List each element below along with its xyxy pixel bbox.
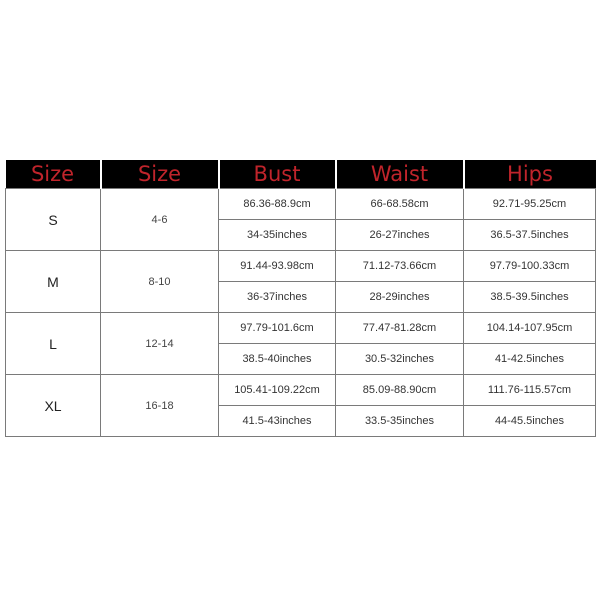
table-row-s-cm (6, 189, 596, 220)
waist-cm-cell: 71.12-73.66cm (336, 251, 464, 282)
header-size: Size (6, 160, 101, 189)
size-number-cell: 12-14 (101, 313, 219, 375)
size-letter-cell: S (6, 189, 101, 251)
header-size-number: Size (101, 160, 219, 189)
header-bust: Bust (219, 160, 336, 189)
size-chart-body (6, 189, 596, 437)
header-row (6, 160, 596, 189)
bust-inches-cell: 38.5-40inches (219, 344, 336, 375)
table-row-l-cm (6, 313, 596, 344)
bust-cm-cell: 105.41-109.22cm (219, 375, 336, 406)
hips-cm-cell: 104.14-107.95cm (464, 313, 596, 344)
hips-cm-cell: 97.79-100.33cm (464, 251, 596, 282)
header-hips: Hips (464, 160, 596, 189)
size-letter-cell: L (6, 313, 101, 375)
hips-inches-cell: 41-42.5inches (464, 344, 596, 375)
table-row-xl-cm (6, 375, 596, 406)
table-row-m-cm (6, 251, 596, 282)
waist-inches-cell: 33.5-35inches (336, 406, 464, 437)
size-chart-table (5, 160, 596, 437)
header-waist: Waist (336, 160, 464, 189)
bust-cm-cell: 91.44-93.98cm (219, 251, 336, 282)
hips-inches-cell: 36.5-37.5inches (464, 220, 596, 251)
bust-cm-cell: 86.36-88.9cm (219, 189, 336, 220)
size-number-cell: 8-10 (101, 251, 219, 313)
bust-cm-cell: 97.79-101.6cm (219, 313, 336, 344)
bust-inches-cell: 34-35inches (219, 220, 336, 251)
waist-cm-cell: 85.09-88.90cm (336, 375, 464, 406)
size-number-cell: 4-6 (101, 189, 219, 251)
hips-cm-cell: 111.76-115.57cm (464, 375, 596, 406)
hips-inches-cell: 44-45.5inches (464, 406, 596, 437)
size-number-cell: 16-18 (101, 375, 219, 437)
size-chart-header (6, 160, 596, 189)
waist-inches-cell: 28-29inches (336, 282, 464, 313)
waist-inches-cell: 30.5-32inches (336, 344, 464, 375)
size-chart-container (5, 160, 595, 437)
size-letter-cell: XL (6, 375, 101, 437)
waist-inches-cell: 26-27inches (336, 220, 464, 251)
bust-inches-cell: 41.5-43inches (219, 406, 336, 437)
waist-cm-cell: 77.47-81.28cm (336, 313, 464, 344)
waist-cm-cell: 66-68.58cm (336, 189, 464, 220)
hips-cm-cell: 92.71-95.25cm (464, 189, 596, 220)
size-letter-cell: M (6, 251, 101, 313)
bust-inches-cell: 36-37inches (219, 282, 336, 313)
hips-inches-cell: 38.5-39.5inches (464, 282, 596, 313)
